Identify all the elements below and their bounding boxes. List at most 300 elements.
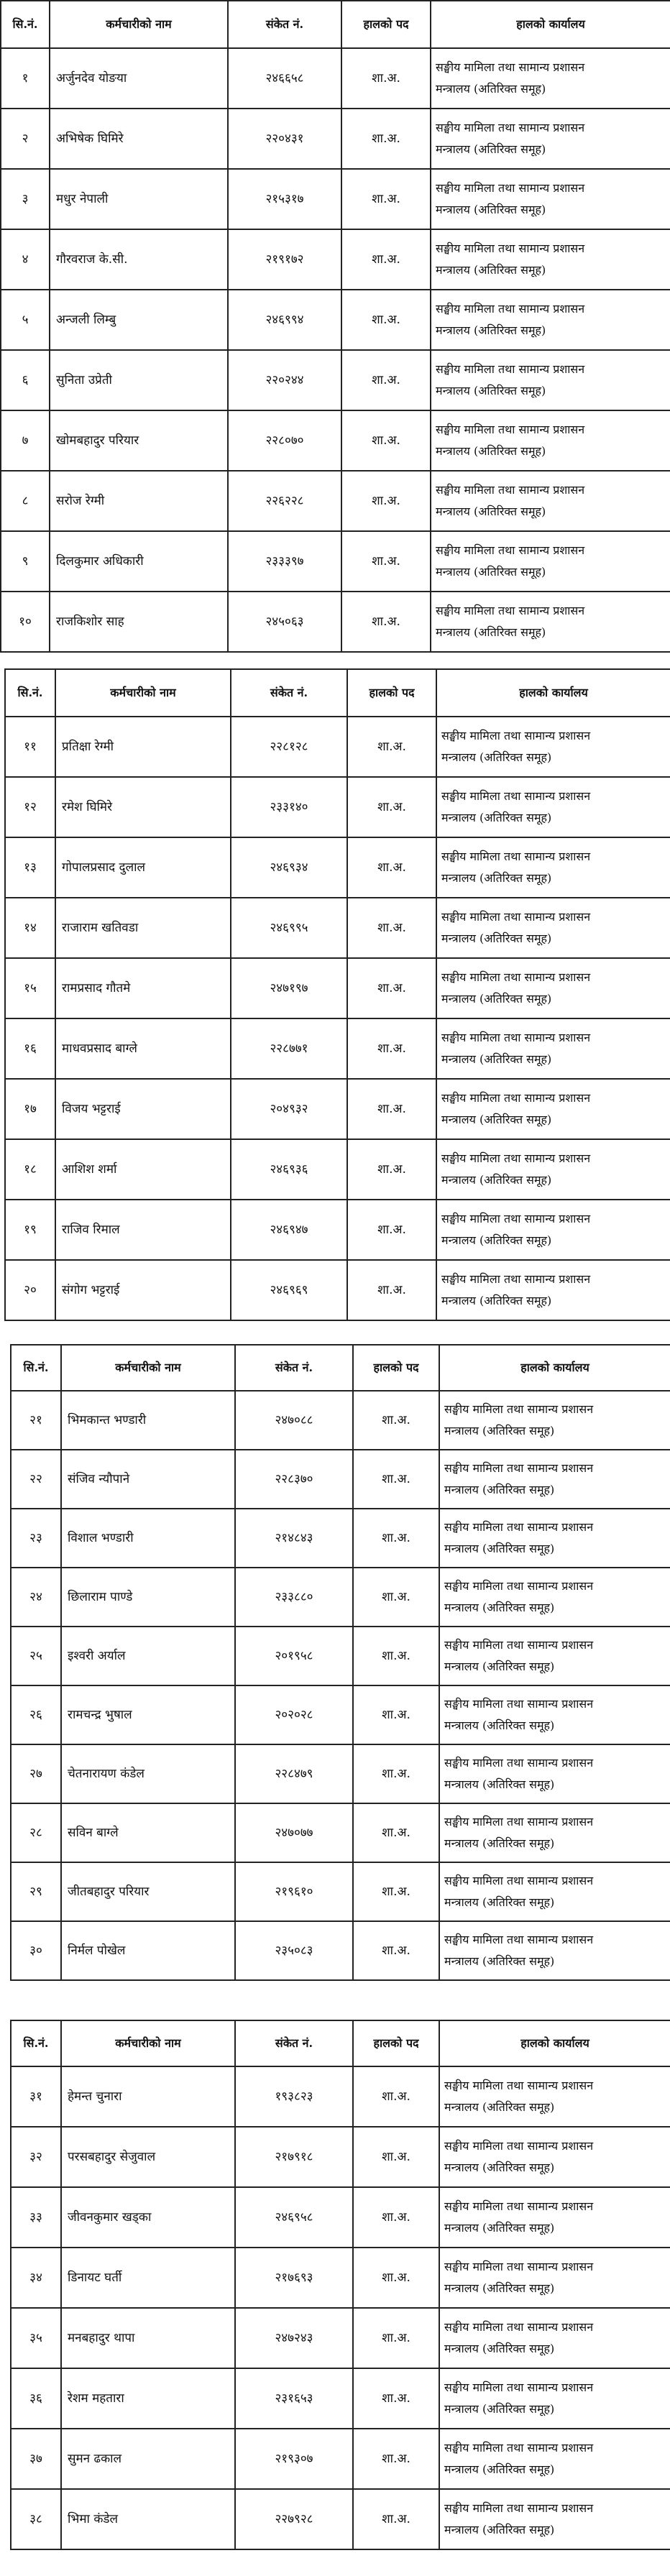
table-row xyxy=(11,1862,670,1921)
table-row xyxy=(11,1568,670,1627)
cell-office xyxy=(439,2429,670,2489)
table-row xyxy=(11,2187,670,2248)
office-line-1: सङ्घीय मामिला तथा सामान्य प्रशासन xyxy=(436,181,585,195)
cell-sn: ७ xyxy=(1,410,50,471)
office-line-2: मन्त्रालय (अतिरिक्त समूह) xyxy=(436,384,546,397)
cell-office xyxy=(439,1391,670,1450)
table-row xyxy=(11,2368,670,2429)
cell-sn: ३१ xyxy=(11,2066,61,2127)
cell-code: २४६९९५ xyxy=(231,898,347,958)
cell-post: शा.अ. xyxy=(353,1921,439,1980)
cell-office xyxy=(431,471,670,531)
cell-office xyxy=(436,777,670,837)
cell-post: शा.अ. xyxy=(353,1627,439,1685)
cell-name: विजय भट्टराई xyxy=(55,1079,231,1139)
staff-table-1 xyxy=(0,0,670,653)
office-line-1: सङ्घीय मामिला तथा सामान्य प्रशासन xyxy=(444,1638,594,1652)
office-line-2: मन्त्रालय (अतिरिक्त समूह) xyxy=(436,505,546,518)
cell-post: शा.अ. xyxy=(347,837,436,898)
office-line-1: सङ्घीय मामिला तथा सामान्य प्रशासन xyxy=(444,1756,594,1770)
table-row xyxy=(1,592,670,652)
cell-sn: २४ xyxy=(11,1568,61,1627)
cell-office xyxy=(431,48,670,109)
cell-sn: १३ xyxy=(5,837,55,898)
header-sn: सि.नं. xyxy=(5,669,55,717)
office-line-2: मन्त्रालय (अतिरिक्त समूह) xyxy=(436,323,546,337)
office-line-1: सङ्घीय मामिला तथा सामान्य प्रशासन xyxy=(444,2320,594,2334)
cell-code: २२८१२८ xyxy=(231,717,347,777)
office-line-1: सङ्घीय मामिला तथा सामान्य प्रशासन xyxy=(444,2441,594,2455)
cell-post: शा.अ. xyxy=(353,1862,439,1921)
table-header-row xyxy=(5,669,670,717)
cell-office xyxy=(431,592,670,652)
cell-code: २३३८८० xyxy=(235,1568,353,1627)
cell-office xyxy=(431,410,670,471)
header-post: हालको पद xyxy=(353,1345,439,1391)
header-code: संकेत नं. xyxy=(235,2020,353,2066)
office-line-2: मन्त्रालय (अतिरिक्त समूह) xyxy=(444,1836,555,1850)
cell-sn: २२ xyxy=(11,1450,61,1509)
cell-code: २१७६९३ xyxy=(235,2248,353,2308)
cell-sn: ३६ xyxy=(11,2368,61,2429)
cell-sn: ३ xyxy=(1,169,50,229)
cell-post: शा.अ. xyxy=(353,1450,439,1509)
table-row xyxy=(11,2066,670,2127)
office-line-1: सङ्घीय मामिला तथा सामान्य प्रशासन xyxy=(441,1031,591,1044)
office-line-2: मन्त्रालय (अतिरिक्त समूह) xyxy=(444,2281,555,2295)
cell-post: शा.अ. xyxy=(341,531,431,592)
cell-name: परसबहादुर सेजुवाल xyxy=(61,2127,235,2187)
table-row xyxy=(11,1803,670,1862)
cell-sn: १ xyxy=(1,48,50,109)
cell-office xyxy=(431,531,670,592)
cell-name: निर्मल पोखेल xyxy=(61,1921,235,1980)
cell-name: भिमकान्त भण्डारी xyxy=(61,1391,235,1450)
cell-code: २२७९२८ xyxy=(235,2489,353,2549)
cell-post: शा.अ. xyxy=(347,1139,436,1200)
office-line-2: मन्त्रालय (अतिरिक्त समूह) xyxy=(441,1113,552,1126)
office-line-1: सङ्घीय मामिला तथा सामान्य प्रशासन xyxy=(441,789,591,803)
cell-office xyxy=(439,2248,670,2308)
cell-sn: ३४ xyxy=(11,2248,61,2308)
cell-code: २०२०२८ xyxy=(235,1685,353,1744)
cell-sn: १० xyxy=(1,592,50,652)
office-line-2: मन्त्रालय (अतिरिक्त समूह) xyxy=(444,2462,555,2476)
office-line-1: सङ्घीय मामिला तथा सामान्य प्रशासन xyxy=(441,1272,591,1286)
office-line-2: मन्त्रालय (अतिरिक्त समूह) xyxy=(441,1294,552,1307)
cell-code: २२८४७९ xyxy=(235,1744,353,1803)
cell-post: शा.अ. xyxy=(341,350,431,410)
cell-sn: २८ xyxy=(11,1803,61,1862)
cell-code: २१९१७२ xyxy=(228,229,341,290)
cell-office xyxy=(439,1744,670,1803)
cell-office xyxy=(431,169,670,229)
office-line-1: सङ्घीय मामिला तथा सामान्य प्रशासन xyxy=(436,543,585,557)
header-code: संकेत नं. xyxy=(228,1,341,48)
office-line-1: सङ्घीय मामिला तथा सामान्य प्रशासन xyxy=(444,1579,594,1593)
cell-code: २४६९९४ xyxy=(228,290,341,350)
cell-sn: ३५ xyxy=(11,2308,61,2368)
cell-office xyxy=(439,2489,670,2549)
cell-name: जीवनकुमार खड्का xyxy=(61,2187,235,2248)
cell-post: शा.अ. xyxy=(353,1509,439,1568)
table-section-3 xyxy=(10,1344,670,1981)
office-line-1: सङ्घीय मामिला तथा सामान्य प्रशासन xyxy=(441,910,591,924)
table-row xyxy=(1,471,670,531)
cell-post: शा.अ. xyxy=(341,169,431,229)
cell-post: शा.अ. xyxy=(353,2127,439,2187)
cell-code: २३१६५३ xyxy=(235,2368,353,2429)
cell-name: माधवप्रसाद बाग्ले xyxy=(55,1018,231,1079)
cell-name: रामप्रसाद गौतमे xyxy=(55,958,231,1018)
cell-post: शा.अ. xyxy=(347,717,436,777)
office-line-2: मन्त्रालय (अतिरिक्त समूह) xyxy=(441,871,552,885)
cell-sn: २९ xyxy=(11,1862,61,1921)
office-line-1: सङ्घीय मामिला तथा सामान्य प्रशासन xyxy=(436,423,585,436)
cell-office xyxy=(439,1568,670,1627)
header-post: हालको पद xyxy=(353,2020,439,2066)
cell-sn: ३७ xyxy=(11,2429,61,2489)
cell-code: २३३१४० xyxy=(231,777,347,837)
cell-code: २४५०६३ xyxy=(228,592,341,652)
cell-name: इश्वरी अर्याल xyxy=(61,1627,235,1685)
cell-post: शा.अ. xyxy=(353,2489,439,2549)
cell-post: शा.अ. xyxy=(347,777,436,837)
table-row xyxy=(1,169,670,229)
cell-sn: १६ xyxy=(5,1018,55,1079)
cell-name: सविन बाग्ले xyxy=(61,1803,235,1862)
header-name: कर्मचारीको नाम xyxy=(55,669,231,717)
cell-office xyxy=(439,1921,670,1980)
cell-name: अन्जली लिम्बु xyxy=(50,290,228,350)
office-line-1: सङ्घीय मामिला तथा सामान्य प्रशासन xyxy=(444,1520,594,1534)
office-line-1: सङ्घीय मामिला तथा सामान्य प्रशासन xyxy=(436,483,585,497)
table-row xyxy=(5,1079,670,1139)
cell-name: भिमा कंडेल xyxy=(61,2489,235,2549)
cell-name: राजकिशोर साह xyxy=(50,592,228,652)
office-line-1: सङ्घीय मामिला तथा सामान्य प्रशासन xyxy=(444,2139,594,2153)
cell-sn: २३ xyxy=(11,1509,61,1568)
cell-office xyxy=(439,1803,670,1862)
office-line-2: मन्त्रालय (अतिरिक्त समूह) xyxy=(436,263,546,277)
header-name: कर्मचारीको नाम xyxy=(50,1,228,48)
cell-name: छिलाराम पाण्डे xyxy=(61,1568,235,1627)
table-row xyxy=(5,837,670,898)
cell-office xyxy=(439,2127,670,2187)
cell-post: शा.अ. xyxy=(341,48,431,109)
office-line-1: सङ्घीय मामिला तथा सामान्य प्रशासन xyxy=(444,1815,594,1828)
office-line-1: सङ्घीय मामिला तथा सामान्य प्रशासन xyxy=(436,302,585,316)
office-line-1: सङ्घीय मामिला तथा सामान्य प्रशासन xyxy=(436,362,585,376)
cell-name: संगोग भट्टराई xyxy=(55,1260,231,1320)
cell-office xyxy=(439,1450,670,1509)
office-line-1: सङ्घीय मामिला तथा सामान्य प्रशासन xyxy=(441,1151,591,1165)
cell-office xyxy=(431,350,670,410)
cell-post: शा.अ. xyxy=(353,2308,439,2368)
office-line-1: सङ्घीय मामिला तथा सामान्य प्रशासन xyxy=(436,604,585,617)
table-row xyxy=(1,350,670,410)
office-line-2: मन्त्रालय (अतिरिक्त समूह) xyxy=(441,1173,552,1187)
office-line-2: मन्त्रालय (अतिरिक्त समूह) xyxy=(441,750,552,764)
table-row xyxy=(5,1260,670,1320)
cell-code: २१९३०७ xyxy=(235,2429,353,2489)
cell-sn: २६ xyxy=(11,1685,61,1744)
cell-name: रेशम महतारा xyxy=(61,2368,235,2429)
table-row xyxy=(5,717,670,777)
table-row xyxy=(5,1139,670,1200)
cell-office xyxy=(436,1079,670,1139)
office-line-2: मन्त्रालय (अतिरिक्त समूह) xyxy=(444,1483,555,1496)
office-line-2: मन्त्रालय (अतिरिक्त समूह) xyxy=(444,2100,555,2114)
staff-table-3 xyxy=(10,1344,670,1981)
cell-office xyxy=(436,1139,670,1200)
office-line-1: सङ्घीय मामिला तथा सामान्य प्रशासन xyxy=(444,2079,594,2092)
cell-code: २२८३७० xyxy=(235,1450,353,1509)
header-name: कर्मचारीको नाम xyxy=(61,1345,235,1391)
office-line-2: मन्त्रालय (अतिरिक्त समूह) xyxy=(444,2523,555,2536)
office-line-1: सङ्घीय मामिला तथा सामान्य प्रशासन xyxy=(444,2199,594,2213)
table-row xyxy=(11,1391,670,1450)
header-code: संकेत नं. xyxy=(231,669,347,717)
cell-sn: २५ xyxy=(11,1627,61,1685)
cell-office xyxy=(436,958,670,1018)
table-row xyxy=(11,1685,670,1744)
header-code: संकेत नं. xyxy=(235,1345,353,1391)
cell-code: २४६९५८ xyxy=(235,2187,353,2248)
office-line-1: सङ्घीय मामिला तथा सामान्य प्रशासन xyxy=(444,1874,594,1887)
office-line-2: मन्त्रालय (अतिरिक्त समूह) xyxy=(441,932,552,945)
cell-name: डिनायट घर्ती xyxy=(61,2248,235,2308)
table-section-4 xyxy=(10,2020,670,2550)
cell-office xyxy=(436,898,670,958)
cell-sn: १४ xyxy=(5,898,55,958)
cell-sn: ३३ xyxy=(11,2187,61,2248)
table-row xyxy=(1,290,670,350)
table-header-row xyxy=(1,1,670,48)
office-line-1: सङ्घीय मामिला तथा सामान्य प्रशासन xyxy=(436,60,585,74)
cell-office xyxy=(431,109,670,169)
office-line-1: सङ्घीय मामिला तथा सामान्य प्रशासन xyxy=(444,1697,594,1711)
cell-post: शा.अ. xyxy=(347,898,436,958)
office-line-1: सङ्घीय मामिला तथा सामान्य प्रशासन xyxy=(441,729,591,742)
cell-post: शा.अ. xyxy=(353,2187,439,2248)
cell-sn: ८ xyxy=(1,471,50,531)
cell-office xyxy=(436,1200,670,1260)
office-line-1: सङ्घीय मामिला तथा सामान्य प्रशासन xyxy=(441,1212,591,1225)
cell-office xyxy=(439,1627,670,1685)
office-line-2: मन्त्रालय (अतिरिक्त समूह) xyxy=(444,2402,555,2416)
cell-code: २३३३९७ xyxy=(228,531,341,592)
table-header-row xyxy=(11,2020,670,2066)
cell-name: संजिव न्यौपाने xyxy=(61,1450,235,1509)
cell-code: २०४९३२ xyxy=(231,1079,347,1139)
office-line-2: मन्त्रालय (अतिरिक्त समूह) xyxy=(444,1777,555,1791)
cell-name: मधुर नेपाली xyxy=(50,169,228,229)
office-line-1: सङ्घीय मामिला तथा सामान्य प्रशासन xyxy=(444,1933,594,1946)
cell-code: २२८०७० xyxy=(228,410,341,471)
office-line-2: मन्त्रालय (अतिरिक्त समूह) xyxy=(441,1052,552,1066)
table-row xyxy=(5,777,670,837)
cell-code: २३५०८३ xyxy=(235,1921,353,1980)
cell-post: शा.अ. xyxy=(341,471,431,531)
table-row xyxy=(11,1509,670,1568)
office-line-2: मन्त्रालय (अतिरिक्त समूह) xyxy=(436,142,546,156)
cell-sn: ११ xyxy=(5,717,55,777)
cell-office xyxy=(436,837,670,898)
cell-sn: ९ xyxy=(1,531,50,592)
cell-code: २४६९६९ xyxy=(231,1260,347,1320)
office-line-2: मन्त्रालय (अतिरिक्त समूह) xyxy=(444,1895,555,1909)
cell-name: गौरवराज के.सी. xyxy=(50,229,228,290)
cell-code: २१४८४३ xyxy=(235,1509,353,1568)
table-row xyxy=(11,1450,670,1509)
cell-code: २१९६१० xyxy=(235,1862,353,1921)
cell-name: खोमबहादुर परियार xyxy=(50,410,228,471)
header-sn: सि.नं. xyxy=(11,2020,61,2066)
cell-office xyxy=(436,717,670,777)
cell-office xyxy=(439,2368,670,2429)
cell-code: २२८७७१ xyxy=(231,1018,347,1079)
office-line-2: मन्त्रालय (अतिरिक्त समूह) xyxy=(444,1601,555,1614)
cell-code: २२०२४४ xyxy=(228,350,341,410)
cell-name: राजिव रिमाल xyxy=(55,1200,231,1260)
cell-sn: ३० xyxy=(11,1921,61,1980)
header-post: हालको पद xyxy=(347,669,436,717)
office-line-2: मन्त्रालय (अतिरिक्त समूह) xyxy=(441,992,552,1006)
cell-name: राजाराम खतिवडा xyxy=(55,898,231,958)
cell-code: २४६९३६ xyxy=(231,1139,347,1200)
cell-name: रामचन्द्र भुषाल xyxy=(61,1685,235,1744)
cell-post: शा.अ. xyxy=(341,109,431,169)
cell-name: मनबहादुर थापा xyxy=(61,2308,235,2368)
header-post: हालको पद xyxy=(341,1,431,48)
office-line-1: सङ्घीय मामिला तथा सामान्य प्रशासन xyxy=(444,2260,594,2273)
cell-sn: २ xyxy=(1,109,50,169)
office-line-2: मन्त्रालय (अतिरिक्त समूह) xyxy=(436,625,546,639)
cell-name: प्रतिक्षा रेग्मी xyxy=(55,717,231,777)
cell-name: सुनिता उप्रेती xyxy=(50,350,228,410)
cell-sn: १८ xyxy=(5,1139,55,1200)
cell-post: शा.अ. xyxy=(353,1685,439,1744)
table-row xyxy=(1,410,670,471)
cell-sn: ३८ xyxy=(11,2489,61,2549)
cell-post: शा.अ. xyxy=(347,958,436,1018)
office-line-1: सङ्घीय मामिला तथा सामान्य प्रशासन xyxy=(444,1402,594,1416)
cell-code: २१५३१७ xyxy=(228,169,341,229)
office-line-1: सङ्घीय मामिला तथा सामान्य प्रशासन xyxy=(441,970,591,984)
cell-office xyxy=(439,1685,670,1744)
office-line-2: मन्त्रालय (अतिरिक्त समूह) xyxy=(444,1719,555,1732)
cell-post: शा.अ. xyxy=(353,1568,439,1627)
table-row xyxy=(11,1921,670,1980)
table-row xyxy=(11,1744,670,1803)
header-office: हालको कार्यालय xyxy=(439,1345,670,1391)
office-line-1: सङ्घीय मामिला तथा सामान्य प्रशासन xyxy=(436,121,585,134)
office-line-2: मन्त्रालय (अतिरिक्त समूह) xyxy=(444,2161,555,2174)
table-section-2 xyxy=(4,668,670,1321)
header-sn: सि.नं. xyxy=(11,1345,61,1391)
table-row xyxy=(5,958,670,1018)
cell-name: अभिषेक घिमिरे xyxy=(50,109,228,169)
cell-post: शा.अ. xyxy=(353,1744,439,1803)
office-line-2: मन्त्रालय (अतिरिक्त समूह) xyxy=(444,1424,555,1438)
cell-name: आशिश शर्मा xyxy=(55,1139,231,1200)
cell-code: २४७१९७ xyxy=(231,958,347,1018)
cell-post: शा.अ. xyxy=(347,1200,436,1260)
cell-post: शा.अ. xyxy=(353,2429,439,2489)
cell-sn: १२ xyxy=(5,777,55,837)
cell-code: २१७९१८ xyxy=(235,2127,353,2187)
cell-sn: ६ xyxy=(1,350,50,410)
cell-post: शा.अ. xyxy=(353,2066,439,2127)
cell-post: शा.अ. xyxy=(341,592,431,652)
cell-sn: २१ xyxy=(11,1391,61,1450)
office-line-2: मन्त्रालय (अतिरिक्त समूह) xyxy=(441,811,552,824)
table-row xyxy=(1,229,670,290)
office-line-2: मन्त्रालय (अतिरिक्त समूह) xyxy=(444,1660,555,1673)
cell-sn: ५ xyxy=(1,290,50,350)
table-row xyxy=(5,1018,670,1079)
table-section-1 xyxy=(0,0,670,653)
cell-name: जीतबहादुर परियार xyxy=(61,1862,235,1921)
header-sn: सि.नं. xyxy=(1,1,50,48)
table-row xyxy=(11,2489,670,2549)
staff-table-2 xyxy=(4,668,670,1321)
cell-sn: १९ xyxy=(5,1200,55,1260)
office-line-2: मन्त्रालय (अतिरिक्त समूह) xyxy=(444,2221,555,2235)
cell-code: २४७०८८ xyxy=(235,1391,353,1450)
cell-office xyxy=(439,2187,670,2248)
cell-name: गोपालप्रसाद दुलाल xyxy=(55,837,231,898)
table-header-row xyxy=(11,1345,670,1391)
cell-code: २०१९५८ xyxy=(235,1627,353,1685)
table-row xyxy=(11,2429,670,2489)
cell-office xyxy=(439,1862,670,1921)
table-row xyxy=(11,1627,670,1685)
cell-sn: २० xyxy=(5,1260,55,1320)
cell-sn: १५ xyxy=(5,958,55,1018)
table-row xyxy=(1,48,670,109)
header-office: हालको कार्यालय xyxy=(439,2020,670,2066)
cell-post: शा.अ. xyxy=(341,290,431,350)
cell-name: दिलकुमार अधिकारी xyxy=(50,531,228,592)
office-line-1: सङ्घीय मामिला तथा सामान्य प्रशासन xyxy=(441,1091,591,1105)
office-line-1: सङ्घीय मामिला तथा सामान्य प्रशासन xyxy=(444,2380,594,2394)
cell-name: चेतनारायण कंडेल xyxy=(61,1744,235,1803)
office-line-2: मन्त्रालय (अतिरिक्त समूह) xyxy=(436,203,546,216)
staff-table-4 xyxy=(10,2020,670,2550)
office-line-1: सङ्घीय मामिला तथा सामान्य प्रशासन xyxy=(441,850,591,863)
cell-sn: २७ xyxy=(11,1744,61,1803)
table-row xyxy=(11,2127,670,2187)
cell-post: शा.अ. xyxy=(347,1079,436,1139)
table-row xyxy=(11,2308,670,2368)
office-line-1: सङ्घीय मामिला तथा सामान्य प्रशासन xyxy=(436,242,585,255)
table-row xyxy=(11,2248,670,2308)
cell-post: शा.अ. xyxy=(353,1391,439,1450)
table-row xyxy=(5,1200,670,1260)
office-line-2: मन्त्रालय (अतिरिक्त समूह) xyxy=(444,2342,555,2355)
cell-sn: ४ xyxy=(1,229,50,290)
cell-post: शा.अ. xyxy=(347,1260,436,1320)
cell-code: २४६९४७ xyxy=(231,1200,347,1260)
cell-post: शा.अ. xyxy=(353,2368,439,2429)
cell-code: १९३८२३ xyxy=(235,2066,353,2127)
header-name: कर्मचारीको नाम xyxy=(61,2020,235,2066)
cell-code: २२६२२८ xyxy=(228,471,341,531)
cell-code: २४६९३४ xyxy=(231,837,347,898)
cell-office xyxy=(439,1509,670,1568)
